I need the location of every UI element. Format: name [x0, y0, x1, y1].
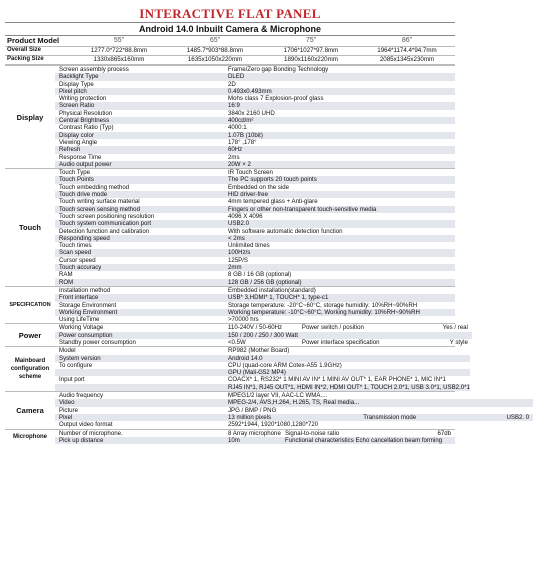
spec-key: Touch writing surface material	[59, 198, 140, 206]
spec-value: 3840x 2160 UHD	[228, 109, 275, 117]
spec-value: 400cd/m²	[228, 117, 254, 125]
spec-row	[55, 347, 470, 354]
spec-value: HID driver-free	[228, 191, 268, 199]
spec-key: Video	[59, 399, 75, 407]
spec-value: MPEG-2/4, AVS,H.264, H.265, TS, Real media...	[228, 399, 360, 407]
spec-value: 16:9	[228, 102, 240, 110]
spec-row	[55, 324, 472, 331]
row-label: Packing Size	[5, 56, 71, 65]
spec-row	[55, 176, 455, 183]
spec-row	[55, 213, 455, 220]
spec-value: Functional characteristics Echo cancellation beam forming	[285, 436, 443, 444]
spec-row	[55, 132, 455, 139]
spec-key: Backlight Type	[59, 73, 99, 81]
spec-value: 4mm tempered glass + Anti-glare	[228, 198, 318, 206]
spec-row	[55, 117, 455, 124]
spec-value	[359, 399, 455, 406]
spec-value: Android 14.0	[228, 354, 263, 362]
spec-row	[55, 169, 455, 176]
section-body	[55, 347, 470, 391]
section-body	[55, 430, 455, 445]
spec-row	[55, 146, 455, 153]
spec-value: 10m	[228, 436, 240, 444]
spec-value	[377, 437, 455, 444]
spec-key: Touch screen sensing method	[59, 205, 140, 213]
spec-row	[55, 271, 455, 278]
spec-key: Working Environment	[59, 308, 118, 316]
spec-value: MPEG1/2 layer VII, AAC-LC WMA....	[228, 392, 328, 400]
section-label: Camera	[16, 405, 44, 415]
spec-value: Signal-to-noise ratio	[285, 429, 340, 437]
spec-row	[55, 110, 455, 117]
spec-key: Audio output power	[59, 160, 112, 168]
spec-value: 150 / 200 / 250 / 300 Watt	[228, 331, 298, 339]
spec-key: RAM	[59, 271, 73, 279]
section-body	[55, 287, 455, 323]
section-label: Power	[18, 330, 42, 340]
spec-row	[55, 332, 472, 339]
model-size: 86"	[359, 36, 455, 47]
model-header-label: Product Model	[5, 36, 71, 47]
packing-size-row	[5, 56, 455, 65]
spec-row	[55, 437, 455, 444]
spec-row	[55, 294, 455, 301]
spec-row	[55, 206, 455, 213]
spec-value: Embedded on the side	[228, 183, 289, 191]
spec-row	[55, 392, 533, 399]
spec-row	[55, 407, 533, 414]
spec-key: Storage Environment	[59, 301, 117, 309]
spec-row	[55, 154, 455, 161]
spec-key: ROM	[59, 278, 74, 286]
spec-key: Input port	[59, 376, 85, 384]
spec-row	[55, 249, 455, 256]
spec-value	[455, 421, 533, 428]
spec-value: CPU (quad-core ARM Cotex-A55 1.9GHz)	[228, 361, 342, 369]
spec-row	[55, 235, 455, 242]
spec-row	[55, 279, 455, 286]
spec-key: Front interface	[59, 294, 99, 302]
spec-value: 1.07B (10bit)	[228, 131, 263, 139]
spec-key: Display color	[59, 131, 94, 139]
spec-value	[298, 332, 394, 339]
spec-row	[55, 399, 533, 406]
spec-value: Power switch / position	[301, 324, 364, 332]
spec-value: 8 Array microphone	[228, 429, 281, 437]
spec-value: USB* 3,HDMI* 1, TOUCH* 1, type-c1	[228, 294, 329, 302]
spec-row	[55, 73, 455, 80]
spec-row	[55, 161, 455, 168]
spec-row	[55, 191, 455, 198]
section-label: Mainboard configuration scheme	[10, 358, 50, 381]
spec-value: Mohs class 7 Explosion-proof glass	[228, 95, 324, 103]
spec-value	[359, 407, 455, 414]
spec-row	[55, 88, 455, 95]
spec-value: Yes / real	[442, 324, 468, 332]
spec-row	[55, 302, 455, 309]
section-body	[55, 324, 472, 346]
cell: 1890x1160x220mm	[263, 56, 359, 65]
row-label: Overall Size	[5, 47, 71, 56]
spec-value	[455, 407, 533, 414]
spec-key: Pixel	[59, 413, 73, 421]
spec-key: Touch embedding method	[59, 183, 130, 191]
cell: 1964*1174.4*94.7mm	[359, 47, 455, 56]
spec-sheet	[5, 0, 530, 444]
section-camera	[5, 391, 530, 429]
spec-row	[55, 124, 455, 131]
spec-value: IR Touch Screen	[228, 169, 273, 177]
spec-key	[55, 384, 224, 391]
spec-sections	[5, 65, 530, 444]
spec-key: To configure	[59, 361, 93, 369]
spec-value: GPU (Mali-G52 MP4)	[228, 369, 286, 377]
spec-value: Fingers or other non-transparent touch-sensitive media	[228, 205, 377, 213]
spec-key: Installation method	[59, 286, 111, 294]
spec-row	[55, 369, 470, 376]
model-size: 75"	[263, 36, 359, 47]
section-microphone	[5, 429, 455, 445]
spec-key: Detection function and calibration	[59, 227, 150, 235]
spec-key: Touch accuracy	[59, 264, 102, 272]
spec-key: Model	[59, 347, 76, 355]
spec-row	[55, 362, 470, 369]
spec-value: The PC supports 20 touch points	[228, 176, 317, 184]
spec-row	[55, 184, 455, 191]
spec-value	[455, 399, 533, 406]
spec-key: Screen Ratio	[59, 102, 95, 110]
spec-row	[55, 414, 533, 421]
section-power	[5, 323, 468, 346]
spec-value: Storage temperature: -20°C~60°C, storage humidity: 10%RH~90%RH	[228, 301, 418, 309]
spec-row	[55, 355, 470, 362]
cell: 1485.7*903*88.8mm	[167, 47, 263, 56]
section-display	[5, 65, 455, 168]
section-body	[55, 392, 533, 428]
cell: 1706*1027*97.8mm	[263, 47, 359, 56]
spec-row	[55, 421, 533, 428]
spec-value: 8 GB / 16 GB (optional)	[228, 271, 292, 279]
spec-value: Y style	[449, 338, 468, 346]
spec-value: Transmission mode	[363, 413, 417, 421]
spec-key: Viewing Angle	[59, 138, 98, 146]
spec-key: Working Voltage	[59, 324, 104, 332]
spec-value: With software automatic detection function	[228, 227, 343, 235]
spec-row	[55, 95, 455, 102]
spec-value: 100Hz/s	[228, 249, 251, 257]
model-header-row	[5, 36, 455, 47]
cell: 1330x865x160mm	[71, 56, 167, 65]
spec-value	[455, 392, 533, 399]
page-subtitle: Android 14.0 Inbuilt Camera & Microphone	[5, 22, 455, 36]
spec-value	[394, 332, 472, 339]
spec-value: 60Hz	[228, 146, 243, 154]
spec-value: Unlimited times	[228, 242, 270, 250]
spec-key: Number of microphone.	[59, 429, 123, 437]
spec-value: 4096 X 4096	[228, 212, 263, 220]
spec-value: 178° ,178°	[228, 138, 257, 146]
spec-value: 125P/S	[228, 256, 248, 264]
spec-row	[55, 66, 455, 73]
spec-row	[55, 220, 455, 227]
spec-key: Central Brightness	[59, 117, 110, 125]
spec-key: Touch Points	[59, 176, 94, 184]
spec-value: USB2. 0	[506, 413, 530, 421]
spec-key: Pick up distance	[59, 436, 104, 444]
section-body	[55, 66, 455, 168]
spec-key: Audio frequency	[59, 392, 104, 400]
spec-key: Pixel pitch	[59, 87, 87, 95]
page-title: INTERACTIVE FLAT PANEL	[139, 6, 321, 21]
spec-value: 13 million pixels	[228, 413, 272, 421]
spec-row	[55, 316, 455, 323]
spec-value: < 2ms	[228, 234, 245, 242]
spec-row	[55, 339, 472, 346]
spec-key: Touch times	[59, 242, 92, 250]
overall-size-row	[5, 47, 455, 56]
spec-key: Display Type	[59, 80, 94, 88]
model-size: 55"	[71, 36, 167, 47]
section-body	[55, 169, 455, 286]
section-label: Touch	[19, 223, 41, 233]
spec-row	[55, 430, 455, 437]
cell: 1277.0*722*88.8mm	[71, 47, 167, 56]
section-label: Display	[16, 112, 44, 122]
spec-value: 20W × 2	[228, 160, 251, 168]
spec-key: Output video format	[59, 421, 113, 429]
spec-value: <0.5W	[228, 338, 246, 346]
section-specification	[5, 286, 455, 323]
spec-value: Frame/Zero gap Bonding Technology	[228, 66, 329, 73]
spec-row	[55, 309, 455, 316]
spec-key: Picture	[59, 406, 78, 414]
cell: 1635x1050x220mm	[167, 56, 263, 65]
spec-key: Contrast Ratio (Typ)	[59, 124, 114, 132]
spec-key: Physical Resolution	[59, 109, 113, 117]
spec-key: Standby power consumption	[59, 338, 136, 346]
spec-row	[55, 257, 455, 264]
spec-row	[55, 376, 470, 383]
spec-value: 2D	[228, 80, 236, 88]
spec-key: Power consumption	[59, 331, 113, 339]
spec-row	[55, 384, 470, 391]
spec-value: Embedded installation(standard)	[228, 286, 316, 294]
spec-key: Screen assembly process	[59, 66, 129, 73]
spec-value: Power interface specification	[301, 338, 380, 346]
spec-key: Scan speed	[59, 249, 92, 257]
spec-key: Touch screen positioning resolution	[59, 212, 155, 220]
spec-key: Refresh	[59, 146, 81, 154]
spec-value: RP982 (Mother Board)	[228, 347, 290, 355]
section-mainboard	[5, 346, 470, 391]
spec-key	[55, 369, 224, 376]
spec-value: 0.493x0.493mm	[228, 87, 272, 95]
spec-row	[55, 81, 455, 88]
spec-value: 2mm	[228, 264, 242, 272]
spec-value: 4000:1	[228, 124, 247, 132]
spec-value	[359, 392, 455, 399]
spec-key: Cursor speed	[59, 256, 96, 264]
spec-value: USB2.0	[228, 220, 250, 228]
spec-key: System version	[59, 354, 101, 362]
spec-key: Responding speed	[59, 234, 110, 242]
spec-value: DLED	[228, 73, 245, 81]
spec-value: 2592*1944, 1920*1080,1280*720	[228, 421, 319, 429]
spec-value: 2ms	[228, 153, 240, 161]
spec-value: RJ45 IN*1, RJ45 OUT*1, HDMI IN*2, HDMI OUT* 1, TOUCH 2.0*1, USB 3.0*1, USB2.0*1	[228, 383, 470, 391]
model-size: 65"	[167, 36, 263, 47]
model-table	[5, 36, 455, 65]
spec-key: Writing protection	[59, 95, 107, 103]
spec-value: Working temperature: -10°C~60°C, Working humidity: 10%RH~90%RH	[228, 308, 420, 316]
spec-value: JPG / BMP / PNG	[228, 406, 277, 414]
spec-key: Touch Type	[59, 169, 91, 177]
spec-value: COACX* 1, RS232* 1 MINI AV IN* 1 MINI AV OUT* 1, EAR PHONE* 1, MIC IN*1	[228, 376, 446, 384]
spec-row	[55, 139, 455, 146]
spec-row	[55, 264, 455, 271]
spec-row	[55, 198, 455, 205]
spec-row	[55, 102, 455, 109]
section-label: Microphone	[13, 433, 47, 440]
spec-row	[55, 228, 455, 235]
spec-row	[55, 287, 455, 294]
spec-value: 110-240V / 50-60Hz	[228, 324, 283, 332]
spec-value: 128 GB / 256 GB (optional)	[228, 278, 302, 286]
spec-key: Response Time	[59, 153, 102, 161]
spec-key: Touch system communication port	[59, 220, 152, 228]
spec-value: >70000 hrs	[228, 316, 259, 324]
cell: 2085x1345x230mm	[359, 56, 455, 65]
section-touch	[5, 168, 455, 286]
spec-key: Using LifeTime	[59, 316, 100, 324]
spec-key: Touch drive mode	[59, 191, 108, 199]
spec-value	[359, 421, 455, 428]
section-label: SPECIFICATION	[9, 302, 51, 309]
spec-value: 67db	[437, 429, 451, 437]
spec-row	[55, 242, 455, 249]
